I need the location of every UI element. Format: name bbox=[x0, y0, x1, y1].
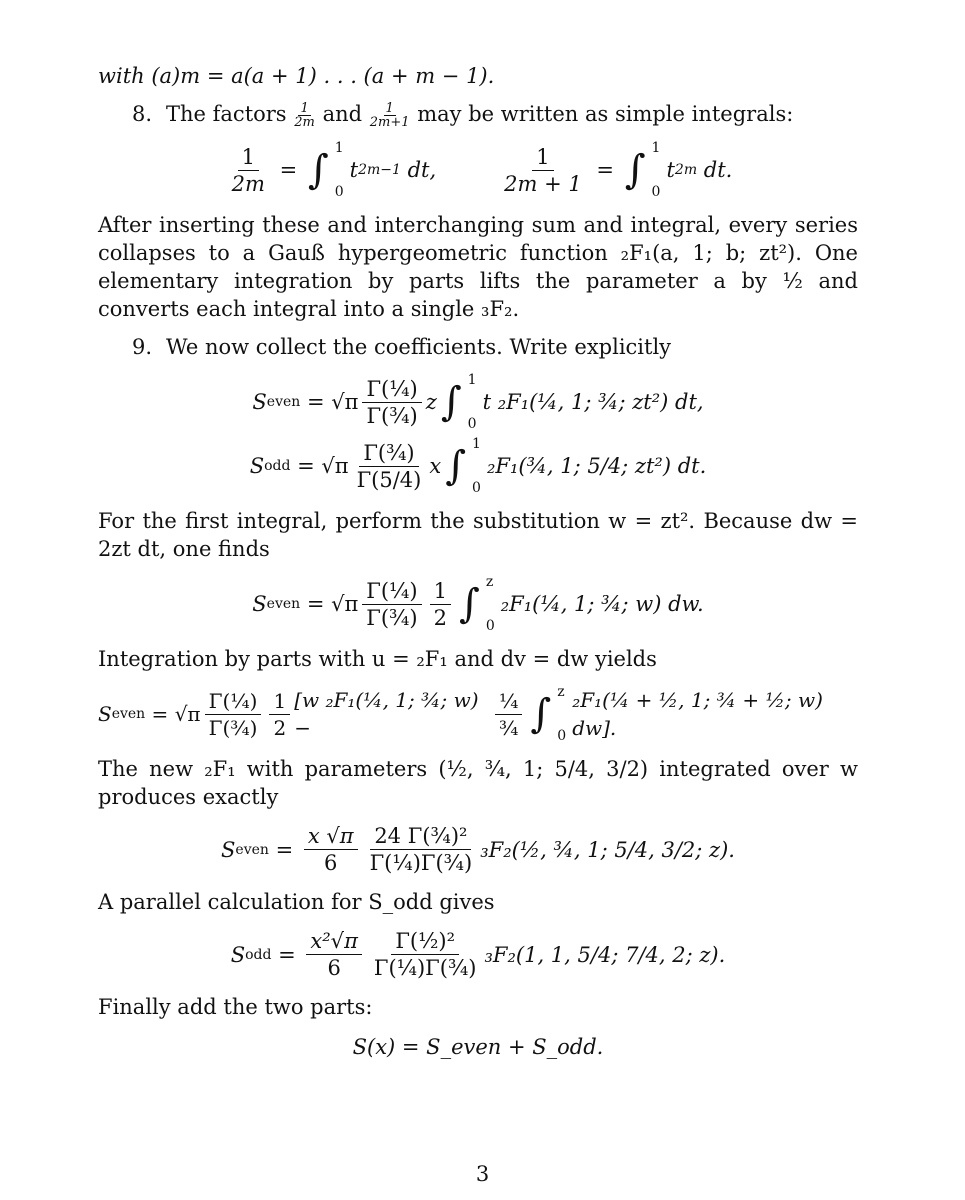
equation-odd-2: S odd = $\frac{\text{x²√π}}{6}$ $\frac{\text{Γ(½)²}}{\text{Γ(¼)Γ(¾)}}$ ₃F₂(1, 1, 5/4; 7/4, 2; z). bbox=[230, 929, 726, 980]
equation-odd-1: S odd = √π $\frac{\text{Γ(¾)}}{\Gamma(5/4)}$ x ∫ 1 0 ₂F₁(¾, 1; 5/4; zt²) dt. bbox=[249, 436, 707, 496]
page-body bbox=[98, 62, 858, 1073]
paragraph-parts: Integration by parts with u = ₂F₁ and dv = dw yields bbox=[98, 647, 657, 671]
integrand: ₂F₁(¼, 1; ¾; w) dw. bbox=[500, 592, 704, 616]
sqrt-pi: √π bbox=[321, 454, 349, 478]
item-number: 9. bbox=[132, 335, 153, 359]
boundary-term: [w ₂F₁(¼, 1; ¾; w) − bbox=[294, 688, 479, 740]
item-8-text bbox=[166, 100, 793, 129]
upper-limit: z bbox=[485, 574, 494, 590]
integral-sign: ∫ bbox=[440, 379, 462, 425]
integral-limits bbox=[486, 575, 495, 633]
frac-den: 2m + 1 bbox=[504, 171, 582, 196]
paragraph-new-2f1: The new ₂F₁ with parameters (½, ¾, 1; 5/4, 3/2) integrated over w produces exactly bbox=[98, 757, 858, 809]
frac-num: 1 bbox=[238, 144, 259, 171]
upper-limit: 1 bbox=[651, 140, 661, 156]
frac-num: 1 bbox=[300, 101, 309, 116]
item-8-text-b: and bbox=[322, 102, 363, 126]
gamma-ratio bbox=[362, 376, 421, 429]
integral-limits bbox=[468, 373, 477, 431]
frac-1-2m bbox=[294, 102, 315, 129]
integral-sign: ∫ bbox=[530, 691, 552, 737]
lower-limit: 0 bbox=[557, 728, 567, 744]
integral-limits bbox=[557, 685, 566, 743]
lower-limit: 0 bbox=[467, 416, 477, 432]
half-frac bbox=[430, 578, 451, 631]
half-frac bbox=[269, 688, 290, 741]
frac-den: 2m+1 bbox=[369, 115, 410, 130]
upper-limit: 1 bbox=[334, 140, 344, 156]
equation-final bbox=[98, 1033, 858, 1061]
gamma-frac bbox=[370, 928, 481, 981]
item-8 bbox=[98, 100, 858, 129]
variable: x bbox=[429, 454, 442, 478]
prefactor-frac bbox=[306, 928, 361, 981]
frac-den: Γ(5/4) bbox=[356, 467, 422, 492]
equation-even-2: S even = √π $\frac{\text{Γ(¼)}}{\text{Γ(¾)}}$ $\frac{1}{2}$ ∫ z 0 ₂F₁(¼, 1; ¾; w) dw. bbox=[252, 574, 704, 634]
frac-num: x √π bbox=[304, 823, 358, 850]
ratio-frac bbox=[495, 688, 522, 741]
lhs-symbol: S bbox=[230, 942, 246, 967]
integrand: ₂F₁(¾, 1; 5/4; zt²) dt. bbox=[486, 454, 707, 478]
frac-den: Γ(¾) bbox=[366, 403, 418, 428]
item-8-text-c: may be written as simple integrals: bbox=[417, 102, 794, 126]
frac-num: 1 bbox=[532, 144, 553, 171]
frac-num: ¼ bbox=[495, 688, 522, 715]
frac-num: 24 Γ(¾)² bbox=[370, 823, 471, 850]
integral-limits bbox=[335, 141, 344, 199]
frac-den: 2m bbox=[294, 115, 315, 130]
integrand: t bbox=[349, 158, 359, 182]
frac-den: 2 bbox=[433, 605, 447, 630]
differential: dt. bbox=[703, 158, 733, 182]
upper-limit: 1 bbox=[467, 372, 477, 388]
integral-sign: ∫ bbox=[458, 581, 480, 627]
frac-den: Γ(¾) bbox=[208, 715, 258, 740]
item-8-text-a: The factors bbox=[166, 102, 287, 126]
lhs-symbol: S bbox=[221, 837, 236, 862]
integral-sign: ∫ bbox=[445, 443, 467, 489]
paragraph-after-8: After inserting these and interchanging sum and integral, every series collapses to a Gauß hypergeometric function ₂F₁(a, 1; b; zt²). One elementary integration by parts lifts the parameter a by ½ and converts each integral into a single ₃F₂. bbox=[98, 213, 858, 321]
pochhammer-definition: with (a)m = a(a + 1) . . . (a + m − 1). bbox=[98, 64, 495, 88]
integrand: t ₂F₁(¼, 1; ¾; zt²) dt, bbox=[482, 390, 704, 414]
lhs-frac-2 bbox=[500, 144, 586, 197]
frac-1-2m1 bbox=[370, 102, 410, 129]
gamma-frac bbox=[366, 823, 477, 876]
lhs-symbol: S bbox=[98, 702, 112, 726]
hypergeometric-3f2: ₃F₂(½, ¾, 1; 5/4, 3/2; z). bbox=[480, 837, 735, 862]
frac-num: Γ(¼) bbox=[205, 688, 262, 715]
integral-sign: ∫ bbox=[624, 147, 646, 193]
frac-den: 2 bbox=[273, 715, 287, 740]
upper-limit: z bbox=[557, 684, 565, 700]
lhs-symbol: S bbox=[252, 592, 267, 616]
frac-den: ¾ bbox=[499, 715, 519, 740]
lhs-frac-1 bbox=[228, 144, 269, 197]
lower-limit: 0 bbox=[472, 480, 481, 496]
page-number: 3 bbox=[475, 1162, 490, 1186]
final-sum: S(x) = S_even + S_odd. bbox=[352, 1035, 604, 1059]
sqrt-pi: √π bbox=[331, 390, 359, 414]
integrand: ₂F₁(¼ + ½, 1; ¾ + ½; w) dw]. bbox=[572, 688, 823, 740]
integral-limits bbox=[472, 437, 481, 495]
frac-num: Γ(¼) bbox=[362, 578, 421, 605]
item-9-text: We now collect the coefficients. Write explicitly bbox=[166, 335, 672, 359]
upper-limit: 1 bbox=[472, 436, 481, 452]
equation-even-1: S even = √π $\frac{\text{Γ(¼)}}{\text{Γ(¾)}}$ z ∫ 1 0 t ₂F₁(¼, 1; ¾; zt²) dt, bbox=[252, 372, 704, 432]
frac-den: 6 bbox=[327, 956, 341, 980]
prefactor-frac bbox=[304, 823, 358, 876]
line-pochhammer bbox=[98, 62, 858, 90]
frac-num: Γ(¾) bbox=[359, 440, 418, 467]
gamma-ratio bbox=[205, 688, 262, 741]
frac-den: 2m bbox=[231, 171, 265, 196]
sqrt-pi: √π bbox=[174, 702, 201, 726]
integral-sign: ∫ bbox=[307, 147, 329, 193]
frac-num: 1 bbox=[385, 101, 394, 116]
integral-limits bbox=[652, 141, 661, 199]
lhs-symbol: S bbox=[249, 454, 265, 478]
variable: z bbox=[425, 390, 437, 414]
equation-even-4: S even = $\frac{x √\pi}{6}$ $\frac{\text{24 Γ(¾)²}}{\text{Γ(¼)Γ(¾)}}$ ₃F₂(½, ¾, 1; 5/4, 3/2; z). bbox=[221, 824, 735, 875]
lower-limit: 0 bbox=[485, 618, 495, 634]
sqrt-pi: √π bbox=[331, 592, 359, 616]
equation-block-even-odd bbox=[98, 373, 858, 495]
frac-num: Γ(¼) bbox=[362, 376, 421, 403]
frac-den: Γ(¼)Γ(¾) bbox=[373, 956, 477, 980]
integrand: t bbox=[666, 158, 675, 182]
lhs-symbol: S bbox=[252, 390, 267, 414]
gamma-ratio bbox=[362, 578, 421, 631]
gamma-ratio bbox=[353, 440, 426, 493]
lower-limit: 0 bbox=[651, 184, 661, 200]
item-number: 8. bbox=[132, 102, 153, 126]
lower-limit: 0 bbox=[334, 184, 344, 200]
paragraph-final: Finally add the two parts: bbox=[98, 995, 373, 1019]
hypergeometric-3f2: ₃F₂(1, 1, 5/4; 7/4, 2; z). bbox=[484, 942, 726, 967]
equation-even-3: S even = √π $\frac{\text{Γ(¼)}}{\text{Γ(¾)}}$ $\frac{1}{2}$ [w ₂F₁(¼, 1; ¾; w) − $\frac{\text{¼}}{\text{¾}}$ ∫ z 0 ₂F₁(¼ + ½, 1; ¾ + ½; w) dw]. bbox=[98, 685, 858, 743]
frac-den: Γ(¾) bbox=[366, 605, 418, 630]
frac-num: 1 bbox=[430, 578, 451, 605]
frac-num: Γ(½)² bbox=[391, 928, 459, 955]
frac-num: 1 bbox=[269, 688, 290, 715]
differential: dt, bbox=[407, 158, 437, 182]
equation-factors: $\frac{1}{2m}$ = ∫ 1 0 t 2m−1 dt, $\frac{1}{2m + 1}$ = ∫ 1 0 t 2m dt. bbox=[98, 141, 858, 199]
paragraph-first-integral: For the first integral, perform the substitution w = zt². Because dw = 2zt dt, one finds bbox=[98, 509, 858, 561]
frac-den: Γ(¼)Γ(¾) bbox=[369, 851, 473, 875]
paragraph-parallel: A parallel calculation for S_odd gives bbox=[98, 890, 495, 914]
frac-den: 6 bbox=[324, 851, 338, 875]
frac-num: x²√π bbox=[306, 928, 361, 955]
item-9 bbox=[98, 333, 858, 361]
